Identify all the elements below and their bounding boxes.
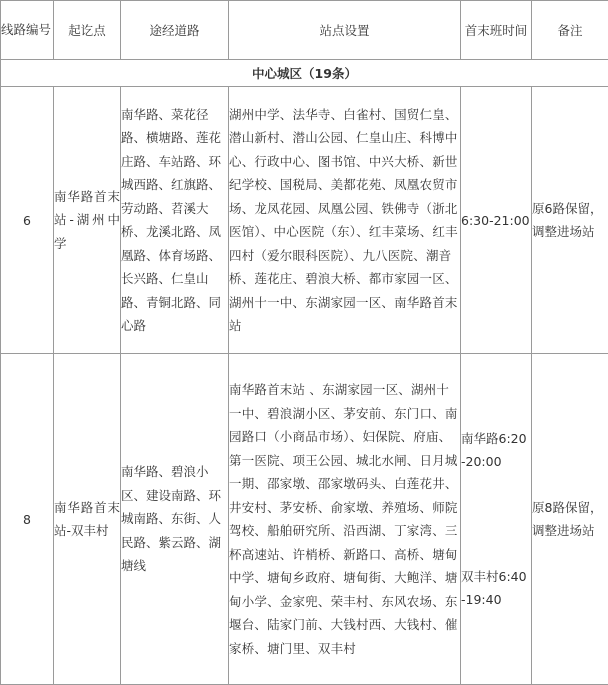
table-row <box>1 354 608 685</box>
route-hours <box>461 354 532 685</box>
route-notes: 原8路保留，调整进场站 <box>532 354 608 685</box>
section-row <box>1 60 608 87</box>
header-stops: 站点设置 <box>229 1 461 60</box>
header-line-no: 线路编号 <box>1 1 54 60</box>
header-roads: 途经道路 <box>121 1 229 60</box>
header-endpoints: 起讫点 <box>54 1 121 60</box>
header-hours: 首末班时间 <box>461 1 532 60</box>
route-stops: 湖州中学、法华寺、白雀村、国贸仁皇、潜山新村、潜山公园、仁皇山庄、科博中心、行政中心、图书馆、中兴大桥、新世纪学校、国税局、美都花苑、凤凰农贸市场、龙凤花园、凤凰公园、铁佛寺（浙北医馆）、中心医院（东）、红丰菜场、红丰四村（爱尔眼科医院）、九八医院、潮音桥、莲花庄、碧浪大桥、都市家园一区、湖州十一中、东湖家园一区、南华路首末站 <box>229 87 461 354</box>
table-header-row <box>1 1 608 60</box>
route-roads: 南华路、菜花径路、横塘路、莲花庄路、车站路、环城西路、红旗路、劳动路、苕溪大桥、龙溪北路、凤凰路、体育场路、长兴路、仁皇山路、青铜北路、同心路 <box>121 87 229 354</box>
header-notes: 备注 <box>532 1 608 60</box>
route-line-no: 8 <box>1 354 54 685</box>
route-stops: 南华路首末站 、东湖家园一区、湖州十一中、碧浪湖小区、茅安前、东门口、南园路口（小商品市场）、妇保院、府庙、第一医院、项王公园、城北水闸、日月城一期、邵家墩、邵家墩码头、白莲花井、井安村、茅安桥、俞家墩、养殖场、师院驾校、船舶研究所、沿西湖、丁家湾、三杯高速站、许梢桥、新路口、高桥、塘甸中学、塘甸乡政府、塘甸街、大鲍洋、塘甸小学、金家兜、荣丰村、东风农场、东堰台、陆家门前、大钱村西、大钱村、催家桥、塘门里、双丰村 <box>229 354 461 685</box>
route-line-no: 6 <box>1 87 54 354</box>
route-endpoints: 南华路首末站-湖州中学 <box>54 87 121 354</box>
route-notes: 原6路保留，调整进场站 <box>532 87 608 354</box>
table-row <box>1 87 608 354</box>
route-endpoints: 南华路首末站-双丰村 <box>54 354 121 685</box>
route-hours-start-a: 南华路6:20 -20:00 <box>461 431 527 469</box>
route-hours: 6:30-21:00 <box>461 87 532 354</box>
section-title: 中心城区（19条） <box>1 60 608 87</box>
route-hours-start-b: 双丰村6:40-19:40 <box>461 569 527 607</box>
route-roads: 南华路、碧浪小区、建设南路、环城南路、东街、人民路、紫云路、湖塘线 <box>121 354 229 685</box>
